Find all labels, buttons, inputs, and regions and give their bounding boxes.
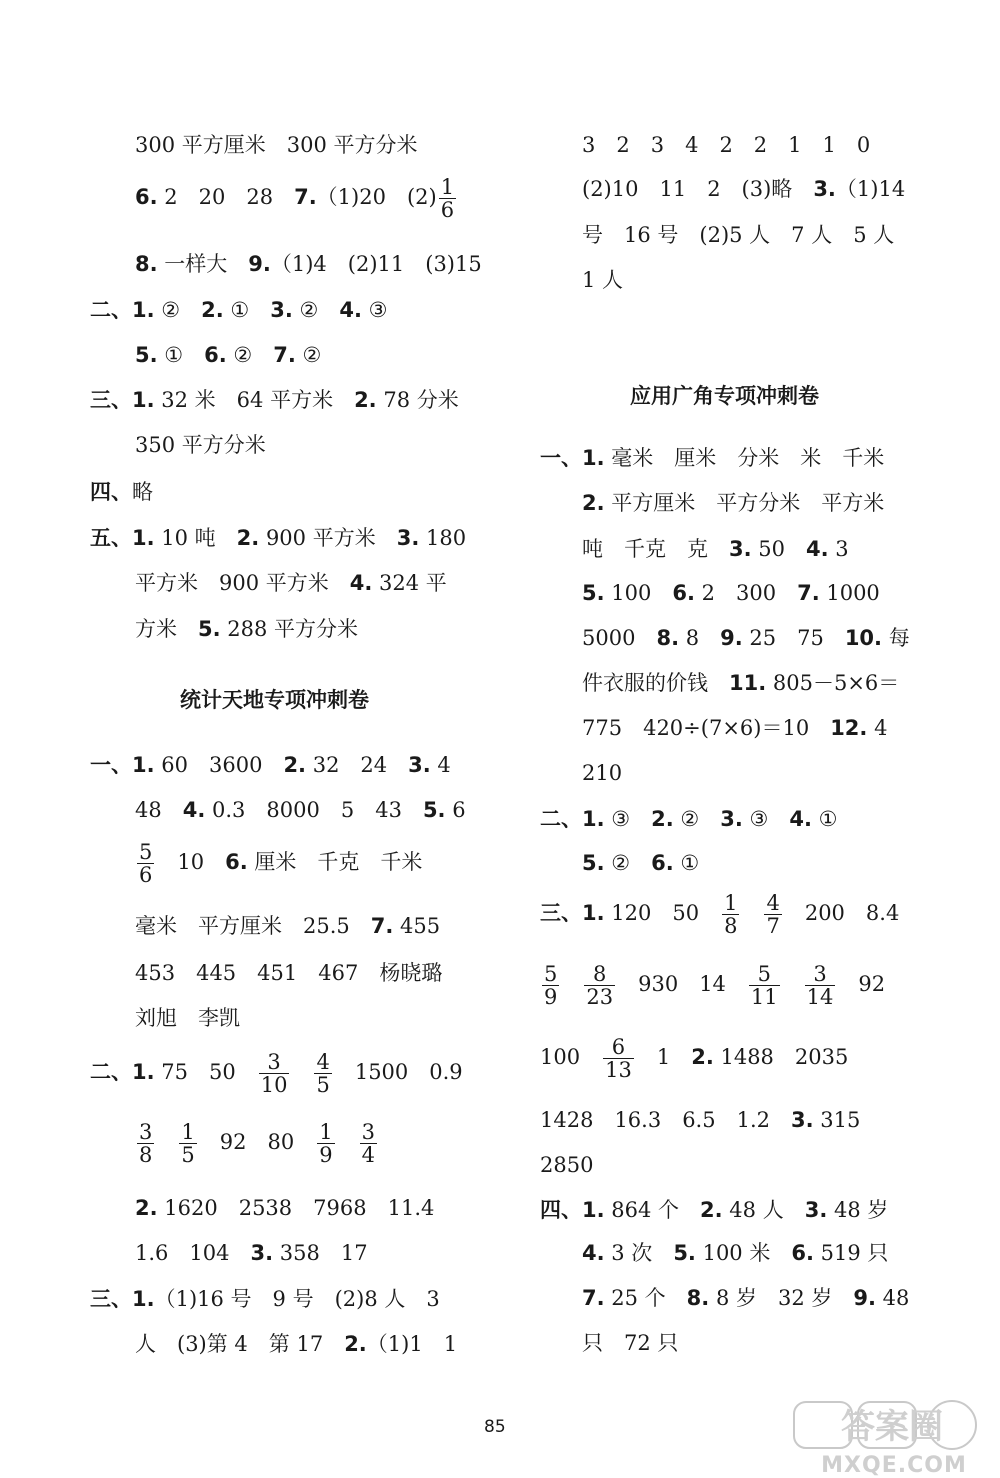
left-answer-line: 二、1. ② 2. ① 3. ② 4. ③ xyxy=(90,298,388,322)
left-answer-line: $\frac{3}{8}$ $\frac{1}{5}$ 92 80 $\frac{1}{9}$ $\frac{3}{4}$ xyxy=(139,1120,375,1168)
fraction: $\frac{4}{7}$ xyxy=(766,891,780,939)
right-answer-line: 210 xyxy=(582,761,623,785)
right-answer-line: 100 $\frac{6}{13}$ 1 2. 1488 2035 xyxy=(540,1035,849,1083)
left-answer-line: 一、1. 60 3600 2. 32 24 3. 4 xyxy=(90,753,451,777)
fraction: $\frac{4}{5}$ xyxy=(316,1050,330,1098)
fraction: $\frac{1}{8}$ xyxy=(724,891,738,939)
right-answer-line: 号 16 号 (2)5 人 7 人 5 人 xyxy=(582,223,895,247)
right-answer-line: 775 420÷(7×6)＝10 12. 4 xyxy=(582,716,888,740)
fraction: $\frac{3}{8}$ xyxy=(139,1120,153,1168)
left-answer-line: 1.6 104 3. 358 17 xyxy=(135,1241,368,1265)
right-answer-line: 2850 xyxy=(540,1153,594,1177)
right-answer-line: 只 72 只 xyxy=(582,1331,679,1355)
left-answer-line: 453 445 451 467 杨晓璐 xyxy=(135,961,443,985)
left-answer-line: 48 4. 0.3 8000 5 43 5. 6 xyxy=(135,798,466,822)
left-answer-line: 三、1. 32 米 64 平方米 2. 78 分米 xyxy=(90,388,459,412)
right-answer-line: 吨 千克 克 3. 50 4. 3 xyxy=(582,537,849,561)
left-answer-line: 8. 一样大 9.（1)4 (2)11 (3)15 xyxy=(135,252,482,276)
fraction: $\frac{5}{6}$ xyxy=(139,840,153,888)
fraction: $\frac{3}{10}$ xyxy=(260,1050,288,1098)
right-answer-line: 5. 100 6. 2 300 7. 1000 xyxy=(582,581,880,605)
watermark-bottom-text: MXQE.COM xyxy=(821,1453,967,1476)
fraction: $\frac{3}{4}$ xyxy=(361,1120,375,1168)
fraction: $\frac{1}{5}$ xyxy=(181,1120,195,1168)
left-answer-line: 300 平方厘米 300 平方分米 xyxy=(135,133,418,157)
left-answer-line: 人 (3)第 4 第 17 2.（1)1 1 xyxy=(135,1332,458,1356)
right-answer-line: 二、1. ③ 2. ② 3. ③ 4. ① xyxy=(540,807,838,831)
left-answer-line: 刘旭 李凯 xyxy=(135,1006,240,1030)
right-answer-line: (2)10 11 2 (3)略 3.（1)14 xyxy=(582,177,906,201)
right-answer-line: 一、1. 毫米 厘米 分米 米 千米 xyxy=(540,446,885,470)
left-answer-line: $\frac{5}{6}$ 10 6. 厘米 千克 千米 xyxy=(139,840,423,888)
left-answer-line: 5. ① 6. ② 7. ② xyxy=(135,343,322,367)
left-answer-line: 三、1.（1)16 号 9 号 (2)8 人 3 xyxy=(90,1287,440,1311)
fraction: $\frac{3}{14}$ xyxy=(806,962,834,1010)
section-title-statistics: 统计天地专项冲刺卷 xyxy=(180,688,369,712)
left-answer-line: 二、1. 75 50 $\frac{3}{10}$ $\frac{4}{5}$ 1500 0.9 xyxy=(90,1050,463,1098)
left-answer-line: 2. 1620 2538 7968 11.4 xyxy=(135,1196,435,1220)
left-answer-line: 方米 5. 288 平方分米 xyxy=(135,617,359,641)
right-answer-line: 4. 3 次 5. 100 米 6. 519 只 xyxy=(582,1241,889,1265)
right-answer-line: 三、1. 120 50 $\frac{1}{8}$ $\frac{4}{7}$ 200 8.4 xyxy=(540,891,900,939)
right-answer-line: 7. 25 个 8. 8 岁 32 岁 9. 48 xyxy=(582,1286,910,1310)
section-title-application: 应用广角专项冲刺卷 xyxy=(630,384,819,408)
fraction: $\frac{1}{6}$ xyxy=(440,175,455,223)
right-answer-line: 四、1. 864 个 2. 48 人 3. 48 岁 xyxy=(540,1198,889,1222)
fraction: $\frac{5}{9}$ xyxy=(544,962,558,1010)
fraction: $\frac{1}{9}$ xyxy=(319,1120,333,1168)
left-answer-line: 平方米 900 平方米 4. 324 平 xyxy=(135,571,447,595)
left-answer-line: 五、1. 10 吨 2. 900 平方米 3. 180 xyxy=(90,526,467,550)
right-answer-line: 5. ② 6. ① xyxy=(582,851,700,875)
right-answer-line: 1 人 xyxy=(582,268,624,292)
right-answer-line: 1428 16.3 6.5 1.2 3. 315 xyxy=(540,1108,861,1132)
fraction: $\frac{6}{13}$ xyxy=(605,1035,632,1083)
right-answer-line: 件衣服的价钱 11. 805－5×6＝ xyxy=(582,671,900,695)
watermark-top-text: 答案圈 xyxy=(841,1407,943,1447)
watermark-logo xyxy=(792,1398,997,1476)
left-answer-line: 毫米 平方厘米 25.5 7. 455 xyxy=(135,914,441,938)
left-answer-line: 四、略 xyxy=(90,480,153,504)
left-answer-line: 6. 2 20 28 7.（1)20 (2) $\frac{1}{6}$ xyxy=(135,175,455,223)
fraction: $\frac{8}{23}$ xyxy=(586,962,614,1010)
right-answer-line: 2. 平方厘米 平方分米 平方米 xyxy=(582,491,885,515)
right-answer-line: $\frac{5}{9}$ $\frac{8}{23}$ 930 14 $\frac{5}{11}$ $\frac{3}{14}$ 92 xyxy=(544,962,886,1010)
fraction: $\frac{5}{11}$ xyxy=(750,962,778,1010)
right-answer-line: 5000 8. 8 9. 25 75 10. 每 xyxy=(582,626,910,650)
left-answer-line: 350 平方分米 xyxy=(135,433,266,457)
right-answer-line: 3 2 3 4 2 2 1 1 0 xyxy=(582,133,871,157)
page-number: 85 xyxy=(484,1417,506,1437)
